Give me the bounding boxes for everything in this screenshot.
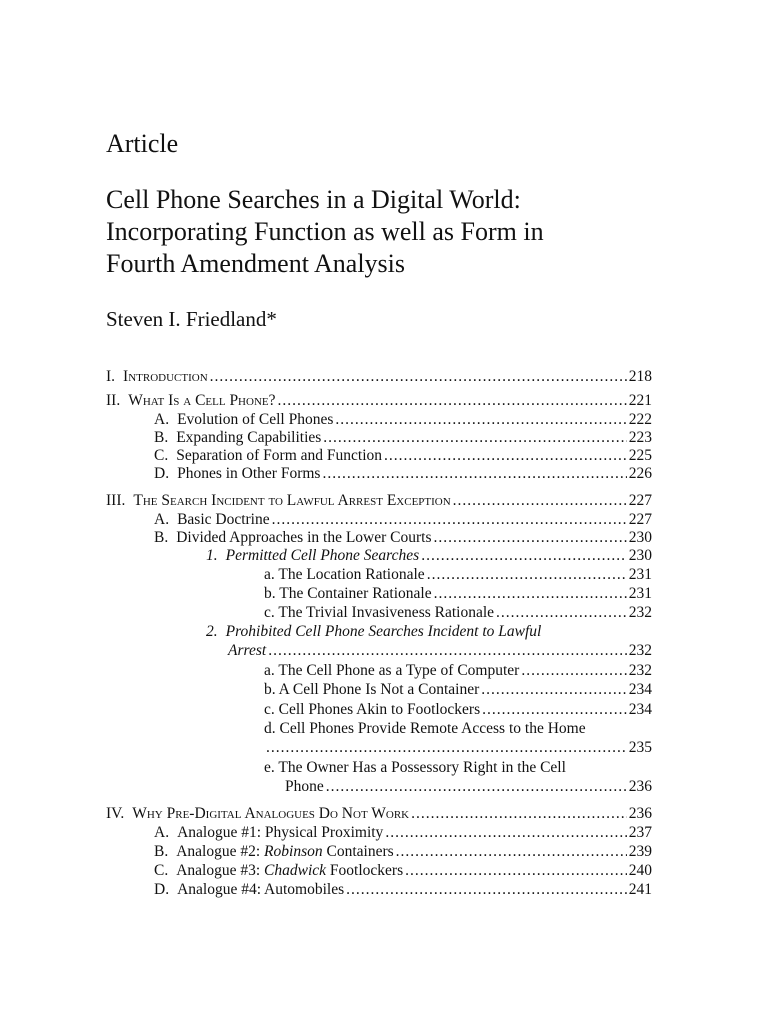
toc-label: a. The Location Rationale	[264, 566, 425, 583]
toc-mark: D.	[154, 465, 170, 482]
toc-page: 236	[628, 778, 652, 795]
dot-leader	[326, 778, 627, 796]
toc-page: 231	[628, 585, 652, 602]
toc-page: 232	[628, 662, 652, 679]
dot-leader	[405, 862, 627, 880]
toc-page: 230	[628, 529, 652, 546]
article-title	[106, 184, 726, 280]
toc-mark: I.	[106, 368, 116, 385]
toc-label: b. A Cell Phone Is Not a Container	[264, 681, 480, 698]
dot-leader	[434, 585, 627, 603]
toc-page: 221	[628, 392, 652, 409]
toc-entry-container-rationale	[264, 585, 652, 603]
toc-entry-not-a-container	[264, 681, 652, 699]
toc-page: 226	[628, 465, 652, 482]
toc-label: c. The Trivial Invasiveness Rationale	[264, 604, 495, 621]
dot-leader	[396, 843, 627, 861]
toc-entry-introduction	[106, 368, 652, 386]
toc-entry-location-rationale	[264, 566, 652, 584]
toc-mark: B.	[154, 529, 169, 546]
toc-entry-pre-digital-analogues	[106, 805, 652, 823]
toc-label: Introduction	[123, 368, 208, 385]
toc-entry-trivial-invasiveness	[264, 604, 652, 622]
toc-page: 222	[628, 411, 652, 428]
dot-leader	[384, 447, 627, 465]
toc-page: 234	[628, 681, 652, 698]
toc-entry-divided-approaches	[154, 529, 652, 547]
toc-label: Prohibited Cell Phone Searches Incident to Lawful	[225, 623, 542, 640]
dot-leader	[210, 368, 627, 386]
dot-leader	[481, 681, 626, 699]
dot-leader	[411, 805, 627, 823]
dot-leader	[346, 881, 627, 899]
toc-label: Expanding Capabilities	[176, 429, 322, 446]
dot-leader	[268, 642, 627, 660]
toc-entry-prohibited-searches	[206, 623, 541, 641]
toc-entry-possessory-right-cont	[285, 778, 652, 796]
toc-label: Phone	[285, 778, 324, 795]
toc-entry-prohibited-searches-cont	[228, 642, 652, 660]
toc-page: 232	[628, 604, 652, 621]
dot-leader	[335, 411, 626, 429]
toc-label: What Is a Cell Phone?	[128, 392, 276, 409]
toc-mark: III.	[106, 492, 126, 509]
toc-mark: A.	[154, 411, 170, 428]
toc-mark: B.	[154, 843, 169, 860]
toc-page: 232	[628, 642, 652, 659]
toc-mark: 2.	[206, 623, 218, 640]
toc-page: 223	[628, 429, 652, 446]
toc-label: Phones in Other Forms	[177, 465, 321, 482]
toc-label: a. The Cell Phone as a Type of Computer	[264, 662, 520, 679]
dot-leader	[482, 701, 627, 719]
toc-label: Arrest	[228, 642, 267, 659]
toc-label: Footlockers	[326, 862, 404, 879]
toc-entry-what-is-cell-phone	[106, 392, 652, 410]
toc-page: 241	[628, 881, 652, 898]
toc-label: Why Pre-Digital Analogues Do Not Work	[132, 805, 410, 822]
toc-entry-possessory-right: e. The Owner Has a Possessory Right in the Cell	[264, 759, 566, 776]
toc-label: Basic Doctrine	[177, 511, 270, 528]
toc-label: Separation of Form and Function	[176, 447, 382, 464]
toc-mark: IV.	[106, 805, 125, 822]
dot-leader	[421, 547, 627, 565]
article-kicker: Article	[106, 129, 179, 158]
dot-leader	[278, 392, 627, 410]
toc-page: 227	[628, 511, 652, 528]
toc-entry-analogue-1	[154, 824, 652, 842]
toc-entry-permitted-searches	[206, 547, 652, 565]
toc-entry-other-forms	[154, 465, 652, 483]
toc-label-case-name: Chadwick	[264, 862, 327, 879]
toc-page: 218	[628, 368, 652, 385]
toc-label: Divided Approaches in the Lower Courts	[176, 529, 432, 546]
toc-label: Analogue #1: Physical Proximity	[177, 824, 384, 841]
title-line: Cell Phone Searches in a Digital World:	[106, 185, 521, 214]
author-name: Steven I. Friedland*	[106, 307, 277, 331]
toc-label: Analogue #3:	[176, 862, 265, 879]
toc-mark: 1.	[206, 547, 218, 564]
toc-entry-basic-doctrine	[154, 511, 652, 529]
toc-label: Evolution of Cell Phones	[177, 411, 334, 428]
toc-entry-akin-to-footlockers	[264, 701, 652, 719]
dot-leader	[521, 662, 626, 680]
dot-leader	[427, 566, 627, 584]
toc-page: 237	[628, 824, 652, 841]
toc-label: b. The Container Rationale	[264, 585, 432, 602]
toc-entry-search-incident	[106, 492, 652, 510]
dot-leader	[323, 429, 626, 447]
toc-page: 236	[628, 805, 652, 822]
toc-entry-analogue-4	[154, 881, 652, 899]
toc-page: 231	[628, 566, 652, 583]
toc-entry-remote-access: d. Cell Phones Provide Remote Access to the Home	[264, 720, 586, 737]
toc-mark: A.	[154, 824, 170, 841]
toc-entry-type-of-computer	[264, 662, 652, 680]
toc-mark: D.	[154, 881, 170, 898]
toc-entry-separation	[154, 447, 652, 465]
toc-entry-remote-access-cont	[264, 739, 652, 757]
dot-leader	[453, 492, 627, 510]
toc-page: 240	[628, 862, 652, 879]
toc-label: The Search Incident to Lawful Arrest Exception	[133, 492, 451, 509]
toc-page: 239	[628, 843, 652, 860]
toc-mark: II.	[106, 392, 121, 409]
toc-entry-analogue-2	[154, 843, 652, 861]
dot-leader	[322, 465, 626, 483]
toc-label: c. Cell Phones Akin to Footlockers	[264, 701, 481, 718]
dot-leader	[266, 739, 627, 757]
toc-page: 234	[628, 701, 652, 718]
toc-mark: C.	[154, 447, 169, 464]
toc-entry-analogue-3	[154, 862, 652, 880]
title-line: Fourth Amendment Analysis	[106, 249, 405, 278]
toc-page: 225	[628, 447, 652, 464]
toc-entry-evolution	[154, 411, 652, 429]
toc-label: Permitted Cell Phone Searches	[225, 547, 420, 564]
dot-leader	[433, 529, 626, 547]
toc-page: 230	[628, 547, 652, 564]
dot-leader	[272, 511, 627, 529]
toc-page: 235	[628, 739, 652, 756]
toc-page: 227	[628, 492, 652, 509]
toc-label: Analogue #2:	[176, 843, 265, 860]
toc-entry-expanding	[154, 429, 652, 447]
toc-mark: A.	[154, 511, 170, 528]
toc-label: Analogue #4: Automobiles	[177, 881, 345, 898]
dot-leader	[385, 824, 626, 842]
toc-mark: C.	[154, 862, 169, 879]
toc-mark: B.	[154, 429, 169, 446]
dot-leader	[496, 604, 627, 622]
toc-label-case-name: Robinson	[264, 843, 323, 860]
title-line: Incorporating Function as well as Form in	[106, 217, 544, 246]
toc-label: Containers	[322, 843, 394, 860]
